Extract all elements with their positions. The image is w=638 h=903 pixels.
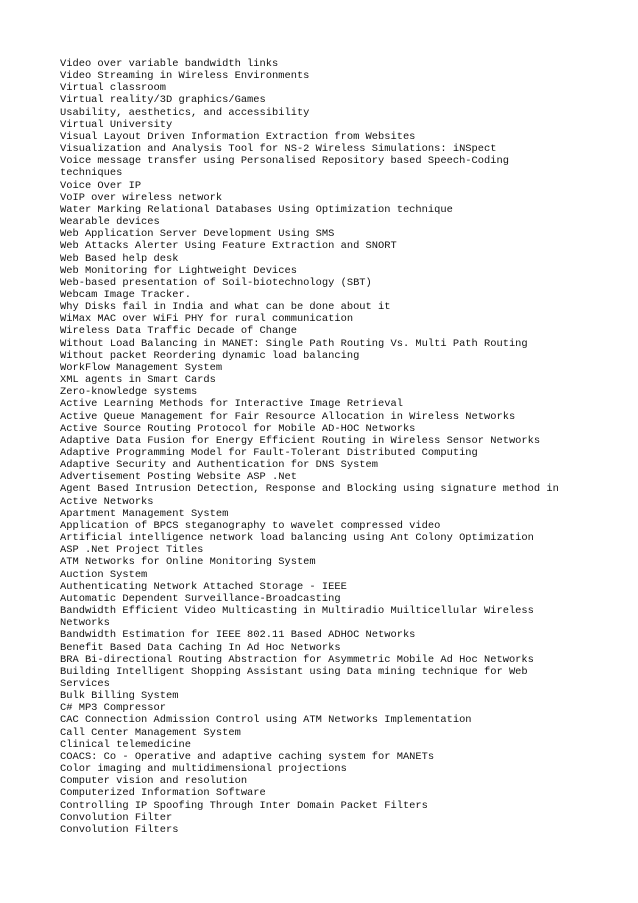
list-item: Web Monitoring for Lightweight Devices bbox=[60, 264, 297, 277]
list-item: Convolution Filters bbox=[60, 823, 179, 836]
list-item: Building Intelligent Shopping Assistant using Data mining technique for Web bbox=[60, 665, 528, 678]
list-item: Web-based presentation of Soil-biotechnology (SBT) bbox=[60, 276, 372, 289]
list-item: Adaptive Security and Authentication for DNS System bbox=[60, 459, 379, 472]
list-item: Active Source Routing Protocol for Mobile AD-HOC Networks bbox=[60, 422, 416, 435]
list-item: Active Learning Methods for Interactive Image Retrieval bbox=[60, 398, 403, 411]
list-item: ASP .Net Project Titles bbox=[60, 544, 204, 557]
list-item: Video Streaming in Wireless Environments bbox=[60, 70, 310, 83]
project-title-list bbox=[60, 58, 590, 836]
list-item: C# MP3 Compressor bbox=[60, 702, 167, 715]
list-item: Visual Layout Driven Information Extraction from Websites bbox=[60, 130, 416, 143]
list-item: Virtual reality/3D graphics/Games bbox=[60, 94, 266, 107]
list-item: Color imaging and multidimensional projections bbox=[60, 763, 347, 776]
list-item: Active Queue Management for Fair Resource Allocation in Wireless Networks bbox=[60, 410, 516, 423]
list-item: Authenticating Network Attached Storage - IEEE bbox=[60, 580, 347, 593]
list-item: Computerized Information Software bbox=[60, 787, 266, 800]
list-item: Wearable devices bbox=[60, 216, 160, 229]
list-item: Computer vision and resolution bbox=[60, 775, 248, 788]
list-item: Bandwidth Estimation for IEEE 802.11 Based ADHOC Networks bbox=[60, 629, 416, 642]
list-item: Without packet Reordering dynamic load balancing bbox=[60, 349, 360, 362]
list-item: Wireless Data Traffic Decade of Change bbox=[60, 325, 297, 338]
list-item: ATM Networks for Online Monitoring System bbox=[60, 556, 316, 569]
list-item: Apartment Management System bbox=[60, 507, 229, 520]
list-item: Visualization and Analysis Tool for NS-2 Wireless Simulations: iNSpect bbox=[60, 143, 497, 156]
list-item: Auction System bbox=[60, 568, 148, 581]
list-item: Bulk Billing System bbox=[60, 690, 179, 703]
list-item: CAC Connection Admission Control using ATM Networks Implementation bbox=[60, 714, 472, 727]
list-item: techniques bbox=[60, 167, 123, 180]
list-item: Usability, aesthetics, and accessibility bbox=[60, 106, 310, 119]
list-item: Voice Over IP bbox=[60, 179, 142, 192]
list-item: Adaptive Data Fusion for Energy Efficient Routing in Wireless Sensor Networks bbox=[60, 434, 541, 447]
list-item: Web Application Server Development Using SMS bbox=[60, 228, 335, 241]
list-item: WorkFlow Management System bbox=[60, 361, 223, 374]
list-item: WiMax MAC over WiFi PHY for rural communication bbox=[60, 313, 354, 326]
list-item: Webcam Image Tracker. bbox=[60, 288, 191, 301]
list-item: Benefit Based Data Caching In Ad Hoc Networks bbox=[60, 641, 341, 654]
list-item: Services bbox=[60, 677, 110, 690]
list-item: Call Center Management System bbox=[60, 726, 241, 739]
list-item: Web Based help desk bbox=[60, 252, 179, 265]
list-item: Zero-knowledge systems bbox=[60, 386, 198, 399]
list-item: Application of BPCS steganography to wavelet compressed video bbox=[60, 519, 441, 532]
list-item: Convolution Filter bbox=[60, 811, 173, 824]
list-item: Adaptive Programming Model for Fault-Tolerant Distributed Computing bbox=[60, 447, 478, 459]
list-item: Water Marking Relational Databases Using Optimization technique bbox=[60, 203, 453, 216]
list-item: Voice message transfer using Personalised Repository based Speech-Coding bbox=[60, 155, 509, 168]
list-item: Bandwidth Efficient Video Multicasting in Multiradio Muilticellular Wireless bbox=[60, 605, 534, 618]
list-item: Without Load Balancing in MANET: Single Path Routing Vs. Multi Path Routing bbox=[60, 337, 528, 350]
list-item: BRA Bi-directional Routing Abstraction for Asymmetric Mobile Ad Hoc Networks bbox=[60, 653, 534, 666]
list-item: Clinical telemedicine bbox=[60, 738, 191, 751]
list-item: Artificial intelligence network load balancing using Ant Colony Optimization bbox=[60, 532, 534, 545]
list-item: VoIP over wireless network bbox=[60, 191, 223, 204]
list-item: XML agents in Smart Cards bbox=[60, 374, 216, 387]
list-item: Virtual University bbox=[60, 118, 173, 131]
list-item: Why Disks fail in India and what can be done about it bbox=[60, 301, 391, 314]
list-item: Video over variable bandwidth links bbox=[60, 58, 279, 70]
list-item: Advertisement Posting Website ASP .Net bbox=[60, 471, 297, 484]
list-item: COACS: Co - Operative and adaptive caching system for MANETs bbox=[60, 750, 435, 763]
list-item: Active Networks bbox=[60, 495, 154, 508]
list-item: Virtual classroom bbox=[60, 82, 167, 95]
list-item: Automatic Dependent Surveillance-Broadcasting bbox=[60, 592, 341, 605]
list-item: Networks bbox=[60, 617, 110, 630]
list-item: Agent Based Intrusion Detection, Response and Blocking using signature method in bbox=[60, 483, 559, 496]
list-item: Controlling IP Spoofing Through Inter Domain Packet Filters bbox=[60, 799, 428, 812]
list-item: Web Attacks Alerter Using Feature Extraction and SNORT bbox=[60, 240, 397, 253]
